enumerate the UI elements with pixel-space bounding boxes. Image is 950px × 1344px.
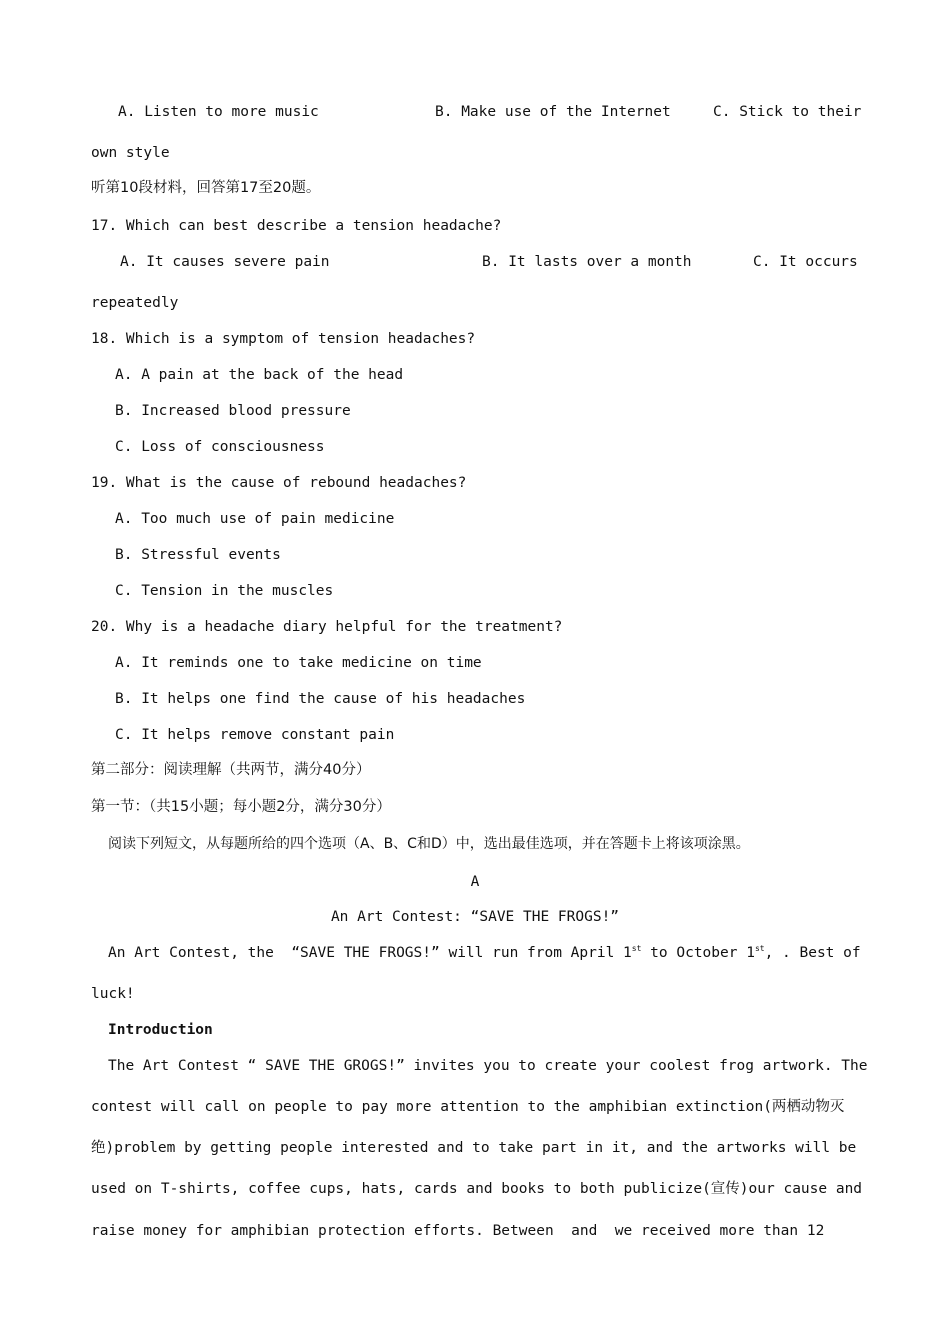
q17-option-a: A. It causes severe pain	[120, 254, 330, 270]
q17-option-b: B. It lasts over a month	[482, 254, 692, 270]
q19-option-a: A. Too much use of pain medicine	[115, 511, 395, 527]
q20-stem: 20. Why is a headache diary helpful for the treatment?	[91, 619, 563, 635]
q16-option-c: C. Stick to their	[713, 104, 862, 120]
q18-option-c: C. Loss of consciousness	[115, 439, 325, 455]
ordinal-suffix-2: st	[754, 944, 765, 953]
passage-body-line3: 绝)problem by getting people interested and to take part in it, and the artworks will be	[91, 1140, 857, 1156]
ordinal-suffix-1: st	[631, 944, 642, 953]
passage-intro-line2: luck!	[91, 986, 135, 1002]
q16-option-c-continued: own style	[91, 145, 170, 161]
q18-stem: 18. Which is a symptom of tension headaches?	[91, 331, 476, 347]
q20-option-c: C. It helps remove constant pain	[115, 727, 395, 743]
part2-heading: 第二部分：阅读理解（共两节，满分40分）	[91, 762, 371, 778]
q18-option-b: B. Increased blood pressure	[115, 403, 351, 419]
intro-text-part1: An Art Contest, the “SAVE THE FROGS!” will run from April 1	[108, 945, 632, 961]
q17-option-c-continued: repeatedly	[91, 295, 179, 311]
q19-stem: 19. What is the cause of rebound headaches?	[91, 475, 467, 491]
q20-option-a: A. It reminds one to take medicine on time	[115, 655, 482, 671]
intro-text-part3: , . Best of	[764, 945, 861, 961]
q18-option-a: A. A pain at the back of the head	[115, 367, 404, 383]
passage-body-line2: contest will call on people to pay more attention to the amphibian extinction(两栖动物灭	[91, 1099, 845, 1115]
q19-option-c: C. Tension in the muscles	[115, 583, 334, 599]
q19-option-b: B. Stressful events	[115, 547, 281, 563]
q16-option-a: A. Listen to more music	[118, 104, 319, 120]
passage-body-line4: used on T-shirts, coffee cups, hats, cards and books to both publicize(宣传)our cause and	[91, 1181, 863, 1197]
passage-intro-line1	[108, 943, 861, 963]
passage-letter: A	[470, 874, 480, 890]
reading-instruction: 阅读下列短文，从每题所给的四个选项（A、B、C和D）中，选出最佳选项，并在答题卡上将该项涂黑。	[108, 836, 750, 852]
passage10-instruction: 听第10段材料，回答第17至20题。	[91, 180, 321, 196]
q17-stem: 17. Which can best describe a tension headache?	[91, 218, 502, 234]
q20-option-b: B. It helps one find the cause of his headaches	[115, 691, 526, 707]
section1-heading: 第一节：（共15小题；每小题2分，满分30分）	[91, 799, 391, 815]
introduction-subheading: Introduction	[108, 1022, 213, 1038]
q16-options	[91, 102, 862, 122]
q17-options	[91, 252, 859, 272]
intro-text-part2: to October 1	[641, 945, 755, 961]
q16-option-b: B. Make use of the Internet	[435, 104, 671, 120]
passage-title: An Art Contest: “SAVE THE FROGS!”	[330, 909, 620, 925]
q17-option-c: C. It occurs	[753, 254, 858, 270]
passage-body-line1: The Art Contest “ SAVE THE GROGS!” invites you to create your coolest frog artwork. The	[108, 1058, 868, 1074]
passage-body-line5: raise money for amphibian protection efforts. Between and we received more than 12	[91, 1223, 825, 1239]
